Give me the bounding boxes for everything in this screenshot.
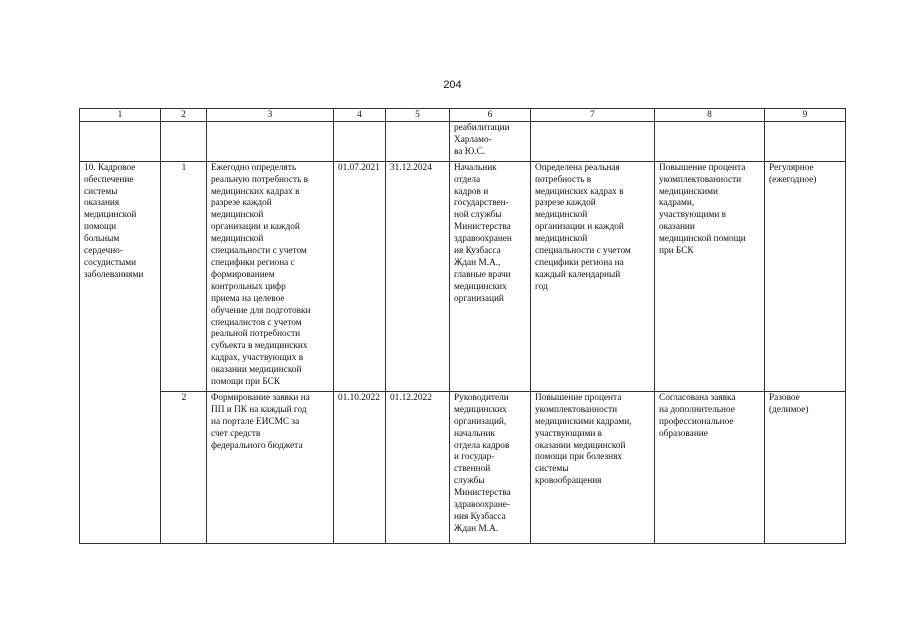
item-number-cell: 2 xyxy=(161,391,207,543)
type-cell: Регулярное (ежегодное) xyxy=(765,161,846,391)
end-date-cell: 01.12.2022 xyxy=(386,391,450,543)
activity-cell: Ежегодно определять реальную потребность в медицинских кадрах в разрезе каждой медицинской организации и каждой медицинской специальности с учетом специфики региона с формированием контрольных цифр приема на целевое обучение для подготовки специалистов с учетом реальной потребности субъекта в медицинских кадрах, участвующих в оказании медицинской помощи при БСК xyxy=(207,161,334,391)
action-plan-table xyxy=(79,108,846,544)
header-cell-7: 7 xyxy=(531,109,655,122)
indicator-cell: Согласована заявка на дополнительное профессиональное образование xyxy=(655,391,765,543)
start-date-cell: 01.10.2022 xyxy=(334,391,386,543)
header-cell-2: 2 xyxy=(161,109,207,122)
cont-cell-start-date xyxy=(334,122,386,162)
cont-cell-result xyxy=(531,122,655,162)
responsible-cell: Начальник отдела кадров и государствен- ной службы Министерства здравоохранен ия Кузбасса Ждан М.А., главные врачи медицинских организаций xyxy=(450,161,531,391)
continuation-row xyxy=(80,122,846,162)
header-cell-1: 1 xyxy=(80,109,161,122)
cont-cell-responsible: реабилитации Харламо- ва Ю.С. xyxy=(450,122,531,162)
indicator-cell: Повышение процента укомплектованности медицинскими кадрами, участвующими в оказании медицинской помощи при БСК xyxy=(655,161,765,391)
section-title-cell: 10. Кадровое обеспечение системы оказания медицинской помощи больным сердечно- сосудистыми заболеваниями xyxy=(80,161,161,543)
item-number-cell: 1 xyxy=(161,161,207,391)
start-date-cell: 01.07.2021 xyxy=(334,161,386,391)
result-cell: Повышение процента укомплектованности медицинскими кадрами, участвующими в оказании медицинской помощи при болезнях системы кровообращения xyxy=(531,391,655,543)
type-cell: Разовое (делимое) xyxy=(765,391,846,543)
header-cell-5: 5 xyxy=(386,109,450,122)
table-row xyxy=(80,161,846,391)
cont-cell-type xyxy=(765,122,846,162)
cont-cell-indicator xyxy=(655,122,765,162)
header-row xyxy=(80,109,846,122)
cont-cell-section xyxy=(80,122,161,162)
header-cell-6: 6 xyxy=(450,109,531,122)
cont-cell-end-date xyxy=(386,122,450,162)
end-date-cell: 31.12.2024 xyxy=(386,161,450,391)
header-cell-9: 9 xyxy=(765,109,846,122)
header-cell-4: 4 xyxy=(334,109,386,122)
page-number: 204 xyxy=(443,79,462,91)
header-cell-3: 3 xyxy=(207,109,334,122)
result-cell: Определена реальная потребность в медицинских кадрах в разрезе каждой медицинской организации и каждой медицинской специальности с учетом специфики региона на каждый календарный год xyxy=(531,161,655,391)
cont-cell-number xyxy=(161,122,207,162)
cont-cell-activity xyxy=(207,122,334,162)
header-cell-8: 8 xyxy=(655,109,765,122)
activity-cell: Формирование заявки на ПП и ПК на каждый год на портале ЕИСМС за счет средств федерального бюджета xyxy=(207,391,334,543)
responsible-cell: Руководители медицинских организаций, начальник отдела кадров и государ- ственной службы Министерства здравоохране- ния Кузбасса Ждан М.А. xyxy=(450,391,531,543)
table-row xyxy=(80,391,846,543)
